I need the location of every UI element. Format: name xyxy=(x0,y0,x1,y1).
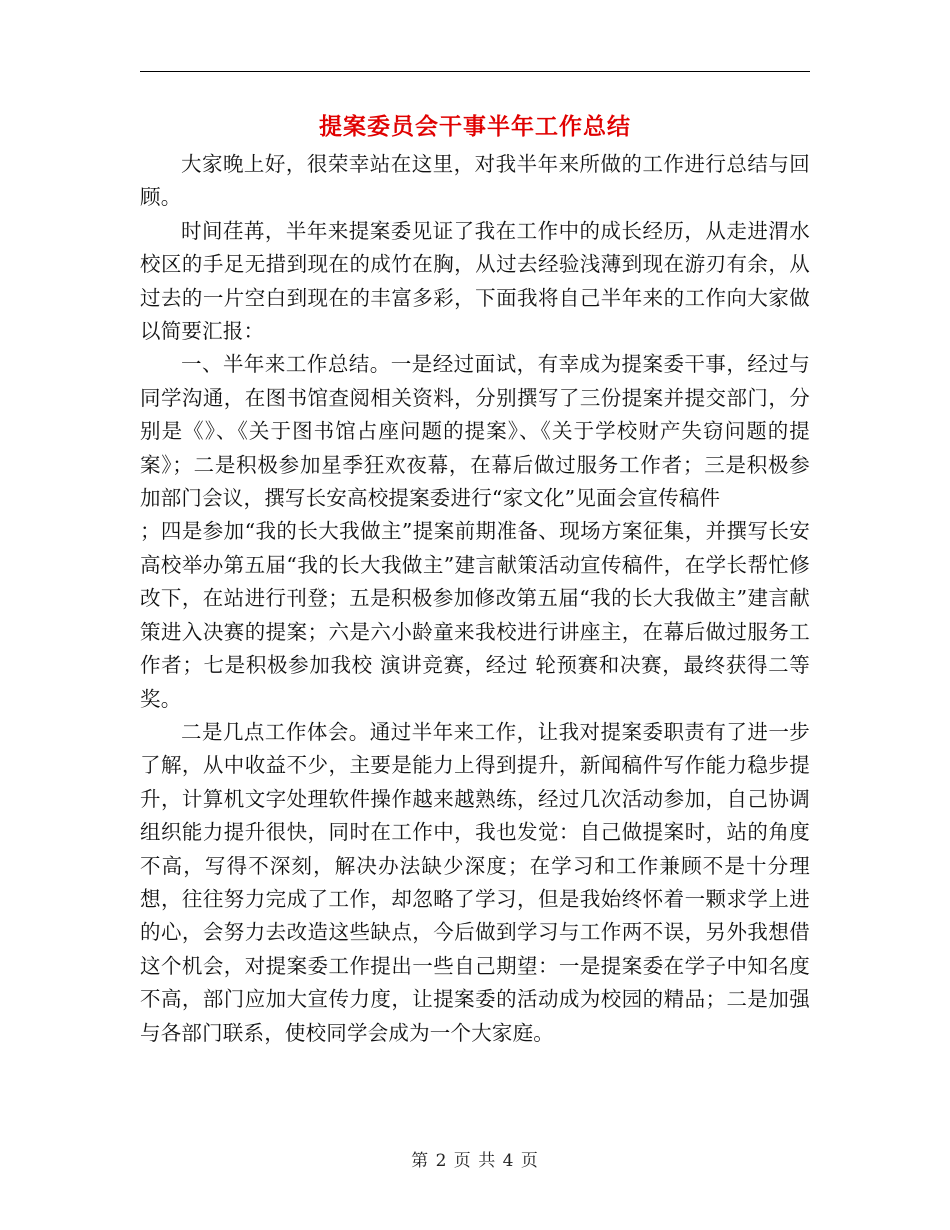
paragraph-intro: 时间荏苒，半年来提案委见证了我在工作中的成长经历，从走进渭水校区的手足无措到现在的成竹在胸，从过去经验浅薄到现在游刃有余，从过去的一片空白到现在的丰富多彩，下面我将自己半年来的工作向大家做以简要汇报： xyxy=(140,218,810,344)
page-number-footer: 第 2 页 共 4 页 xyxy=(411,1151,539,1171)
paragraph-work-experience: 二是几点工作体会。通过半年来工作，让我对提案委职责有了进一步了解，从中收益不少，主要是能力上得到提升，新闻稿件写作能力稳步提升，计算机文字处理软件操作越来越熟练，经过几次活动参加，自己协调组织能力提升很快，同时在工作中，我也发觉：自己做提案时，站的角度不高，写得不深刻，解决办法缺少深度；在学习和工作兼顾不是十分理想，往往努力完成了工作，却忽略了学习，但是我始终怀着一颗求学上进的心，会努力去改造这些缺点，今后做到学习与工作两不误，另外我想借这个机会，对提案委工作提出一些自己期望：一是提案委在学子中知名度不高，部门应加大宣传力度，让提案委的活动成为校园的精品；二是加强与各部门联系，使校同学会成为一个大家庭。 xyxy=(140,719,810,1045)
paragraph-work-summary-continued: ；四是参加“我的长大我做主”提案前期准备、现场方案征集，并撰写长安高校举办第五届“我的长大我做主”建言献策活动宣传稿件，在学长帮忙修改下，在站进行刊登；五是积极参加修改第五届“我的长大我做主”建言献策进入决赛的提案；六是六小龄童来我校进行讲座主，在幕后做过服务工作者；七是积极参加我校 演讲竞赛，经过 轮预赛和决赛，最终获得二等奖。 xyxy=(140,519,810,711)
paragraph-greeting: 大家晚上好，很荣幸站在这里，对我半年来所做的工作进行总结与回顾。 xyxy=(140,152,810,210)
paragraph-work-summary: 一、半年来工作总结。一是经过面试，有幸成为提案委干事，经过与同学沟通，在图书馆查阅相关资料，分别撰写了三份提案并提交部门，分别是《》、《关于图书馆占座问题的提案》、《关于学校财产失窃问题的提案》；二是积极参加星季狂欢夜幕，在幕后做过服务工作者；三是积极参加部门会议，撰写长安高校提案委进行“家文化”见面会宣传稿件 xyxy=(140,352,810,511)
header-rule xyxy=(140,71,810,72)
document-body xyxy=(140,148,810,1050)
document-title: 提案委员会干事半年工作总结 xyxy=(319,113,631,140)
